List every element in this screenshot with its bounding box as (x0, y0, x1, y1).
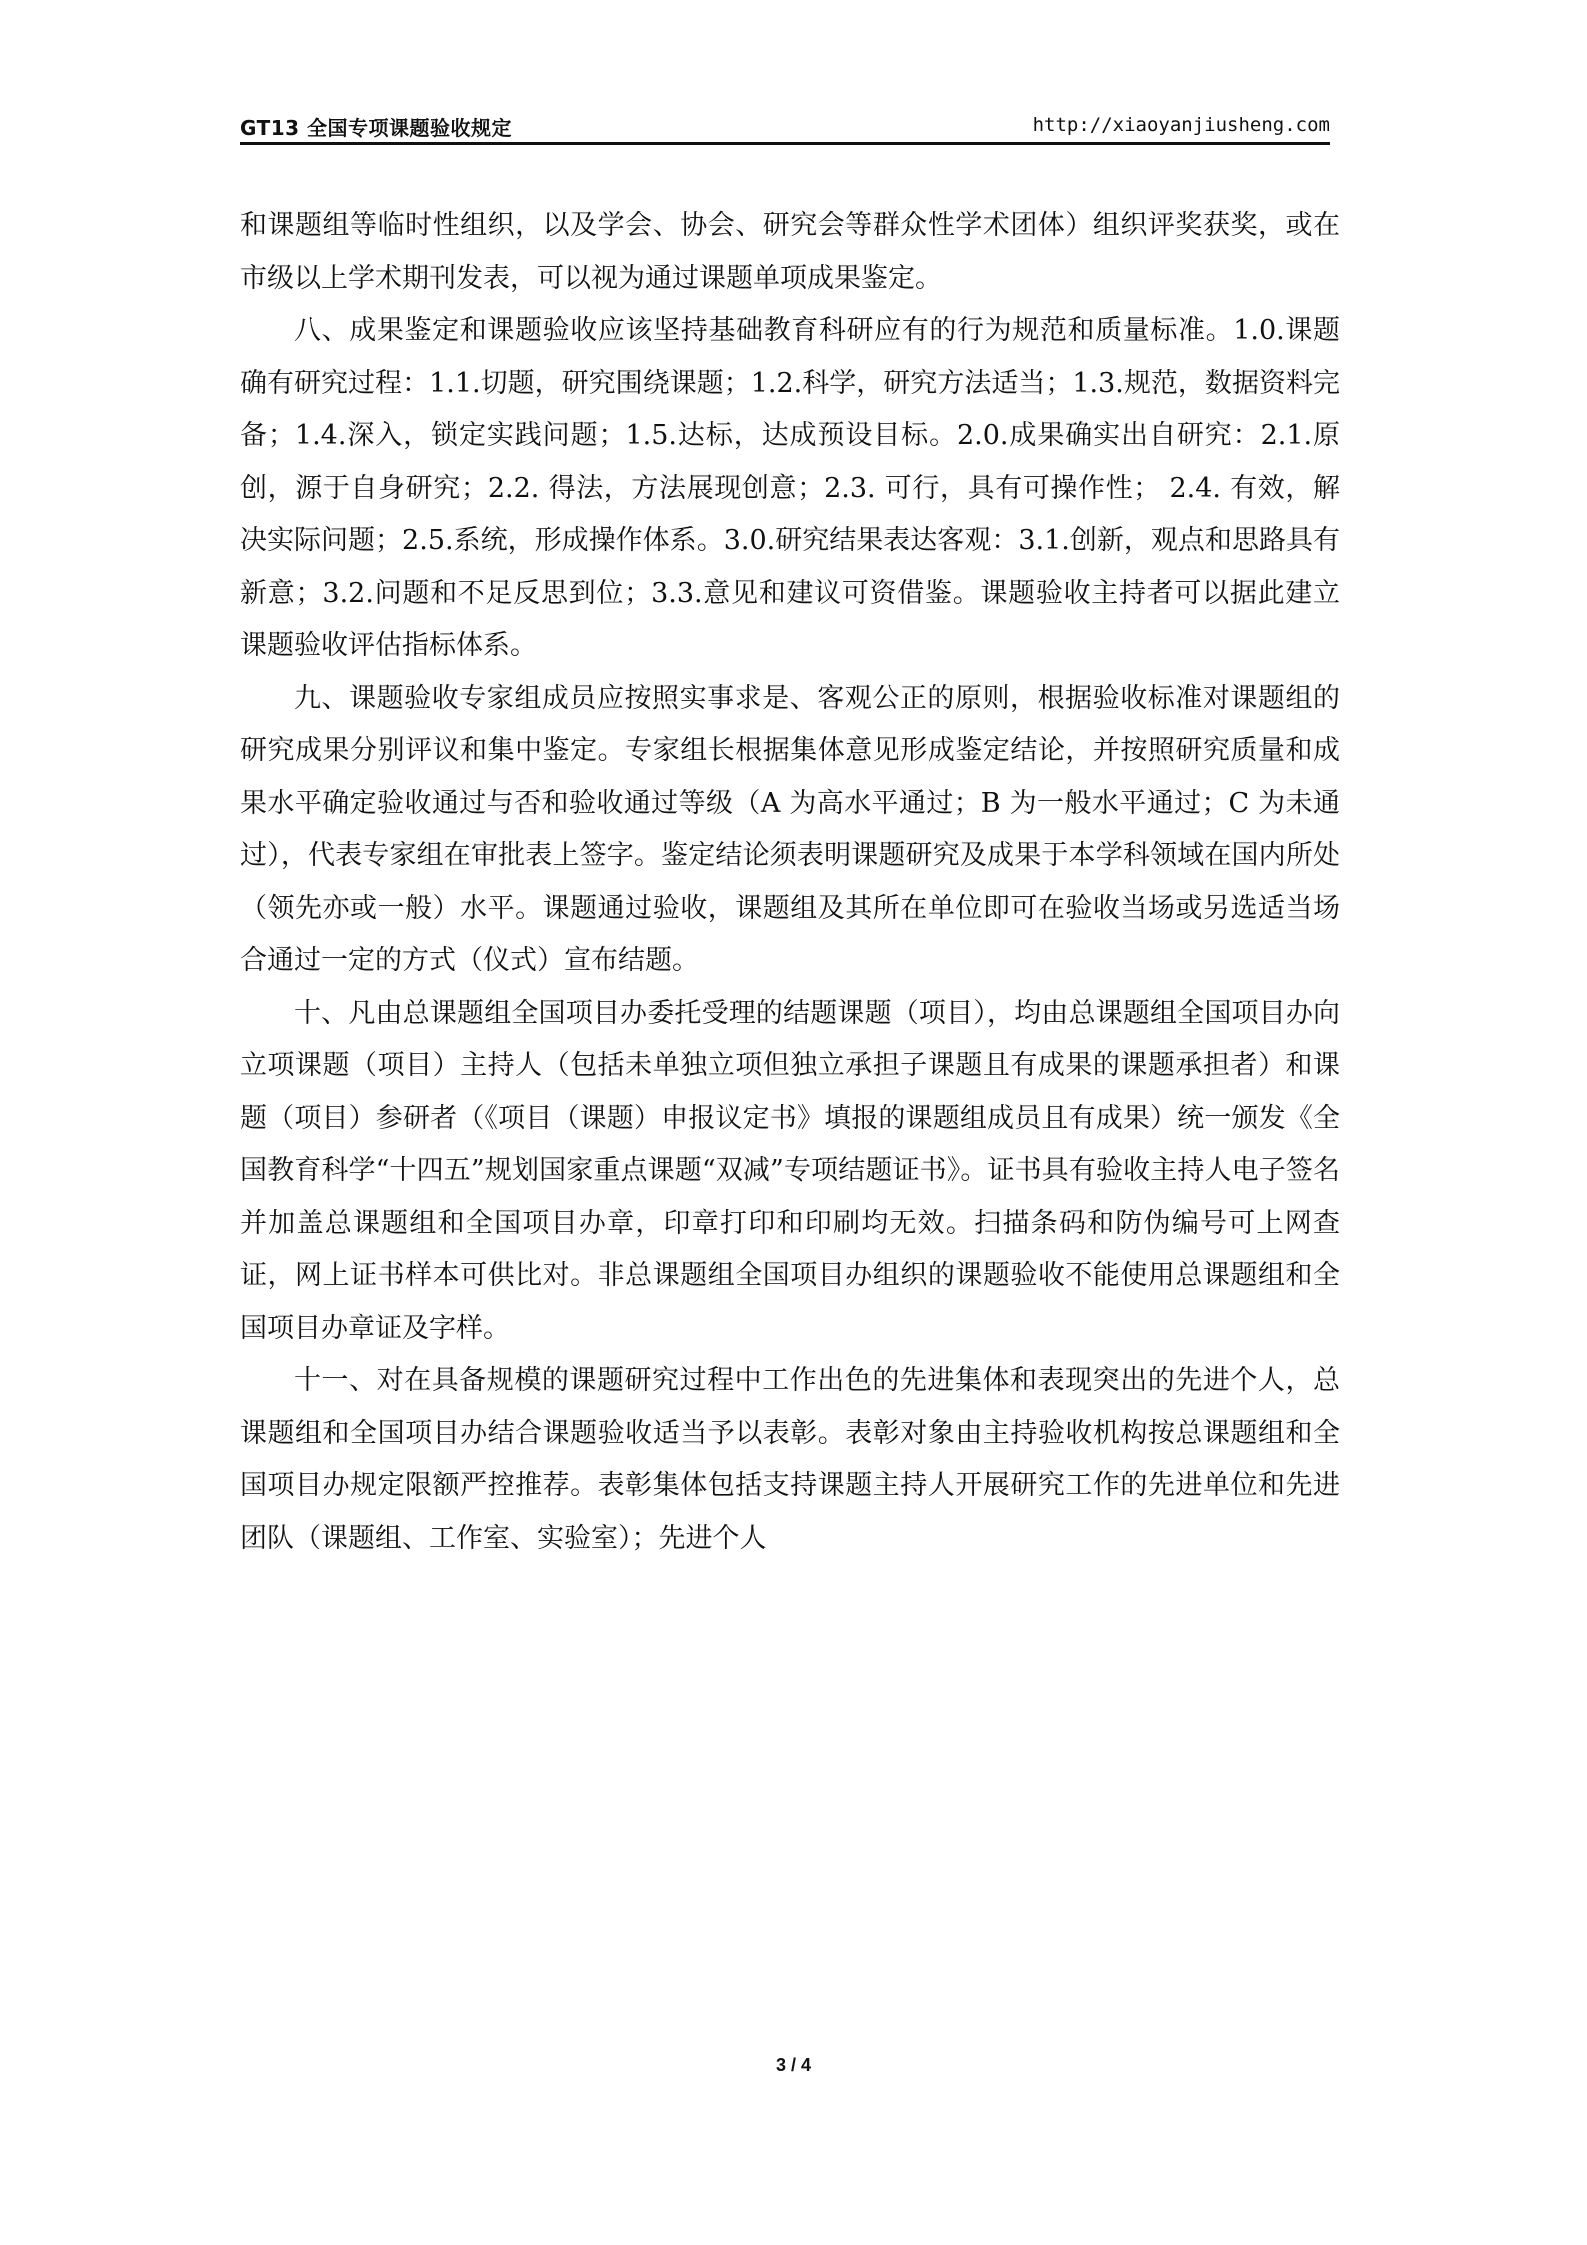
paragraph-continuation: 和课题组等临时性组织，以及学会、协会、研究会等群众性学术团体）组织评奖获奖，或在市级以上学术期刊发表，可以视为通过课题单项成果鉴定。 (240, 210, 1340, 294)
page-header (240, 112, 1330, 145)
paragraph-section-11: 十一、对在具备规模的课题研究过程中工作出色的先进集体和表现突出的先进个人，总课题组和全国项目办结合课题验收适当予以表彰。表彰对象由主持验收机构按总课题组和全国项目办规定限额严控推荐。表彰集体包括支持课题主持人开展研究工作的先进单位和先进团队（课题组、工作室、实验室）；先进个人 (240, 1365, 1340, 1554)
document-title: GT13 全国专项课题验收规定 (240, 116, 513, 140)
paragraph-section-10: 十、凡由总课题组全国项目办委托受理的结题课题（项目），均由总课题组全国项目办向立项课题（项目）主持人（包括未单独立项但独立承担子课题且有成果的课题承担者）和课题（项目）参研者（《项目（课题）申报议定书》填报的课题组成员且有成果）统一颁发《全国教育科学“十四五”规划国家重点课题“双减”专项结题证书》。证书具有验收主持人电子签名并加盖总课题组和全国项目办章，印章打印和印刷均无效。扫描条码和防伪编号可上网查证，网上证书样本可供比对。非总课题组全国项目办组织的课题验收不能使用总课题组和全国项目办章证及字样。 (240, 997, 1340, 1344)
paragraph-section-9: 九、课题验收专家组成员应按照实事求是、客观公正的原则，根据验收标准对课题组的研究成果分别评议和集中鉴定。专家组长根据集体意见形成鉴定结论，并按照研究质量和成果水平确定验收通过与否和验收通过等级（A 为高水平通过；B 为一般水平通过；C 为未通过），代表专家组在审批表上签字。鉴定结论须表明课题研究及成果于本学科领域在国内所处（领先亦或一般）水平。课题通过验收，课题组及其所在单位即可在验收当场或另选适当场合通过一定的方式（仪式）宣布结题。 (240, 682, 1340, 976)
page-number: 3 / 4 (775, 2055, 812, 2075)
paragraph-section-8: 八、成果鉴定和课题验收应该坚持基础教育科研应有的行为规范和质量标准。1.0.课题确有研究过程：1.1.切题，研究围绕课题；1.2.科学，研究方法适当；1.3.规范，数据资料完备；1.4.深入，锁定实践问题；1.5.达标，达成预设目标。2.0.成果确实出自研究：2.1.原创，源于自身研究；2.2. 得法，方法展现创意；2.3. 可行，具有可操作性； 2.4. 有效，解决实际问题；2.5.系统，形成操作体系。3.0.研究结果表达客观：3.1.创新，观点和思路具有新意；3.2.问题和不足反思到位；3.3.意见和建议可资借鉴。课题验收主持者可以据此建立课题验收评估指标体系。 (240, 315, 1340, 661)
website-url[interactable]: http://xiaoyanjiusheng.com (1032, 114, 1330, 136)
document-body (240, 200, 1340, 1565)
